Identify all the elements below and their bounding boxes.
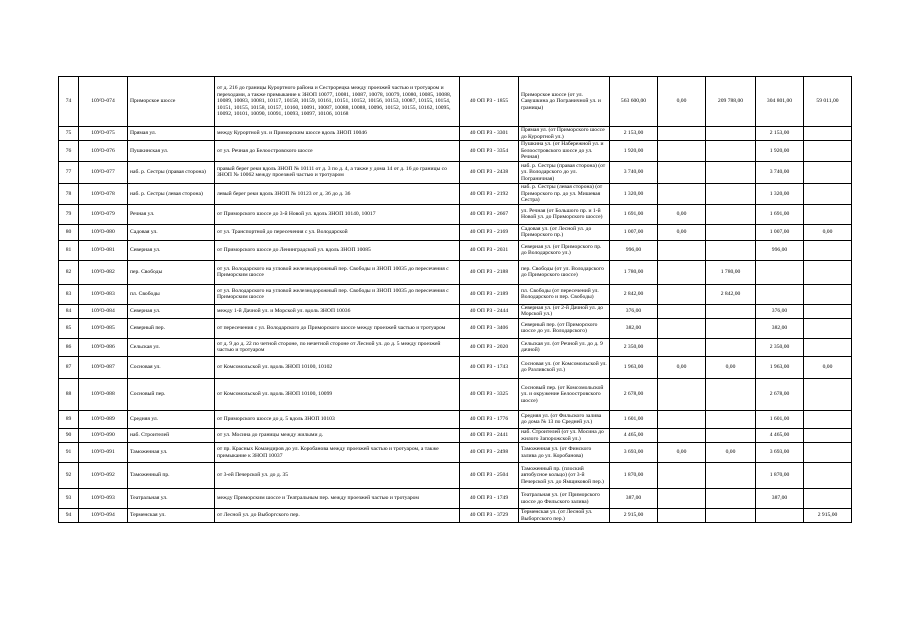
location-description: от 3-ей Печерской ул. до д. 35 (215, 463, 460, 489)
table-row (59, 463, 852, 489)
value-col-2 (706, 410, 756, 428)
route-description: Средняя ул. (от Фильского залива до дома № 13 по Средней ул.) (519, 410, 610, 428)
value-col-1 (658, 304, 706, 318)
object-code: 10УО-083 (79, 284, 128, 304)
value-col-3 (756, 284, 804, 304)
value-col-3: 1 920,00 (756, 141, 804, 162)
road-id: 40 ОП РЗ - 2020 (460, 338, 519, 356)
location-description: между 1-й Дачной ул. и Морской ул. вдоль ЗНОП 10036 (215, 304, 460, 318)
value-col-4 (804, 127, 852, 141)
route-description: Сельская ул. (от Речной ул. до д. 9 дачной) (519, 338, 610, 356)
total-area: 2 842,00 (610, 284, 658, 304)
road-id: 40 ОП РЗ - 2031 (460, 240, 519, 260)
total-area: 1 780,00 (610, 260, 658, 284)
route-description: Прямая ул. (от Приморского шоссе до Курортной ул.) (519, 127, 610, 141)
location-description: от Комсомольской ул. вдоль ЗНОП 10100, 10102 (215, 356, 460, 378)
object-code: 10УО-092 (79, 463, 128, 489)
table-row (59, 356, 852, 378)
street-name: Таможенная ул. (128, 443, 215, 463)
road-id: 40 ОП РЗ - 2667 (460, 204, 519, 224)
value-col-3: 382,00 (756, 318, 804, 338)
street-name: пер. Свободы (128, 260, 215, 284)
location-description: между Курортной ул. и Приморским шоссе вдоль ЗНОП 10046 (215, 127, 460, 141)
value-col-4 (804, 428, 852, 442)
value-col-4 (804, 284, 852, 304)
total-area: 1 691,00 (610, 204, 658, 224)
object-code: 10УО-080 (79, 224, 128, 240)
row-number: 75 (59, 127, 79, 141)
value-col-1 (658, 378, 706, 410)
street-name: Средняя ул. (128, 410, 215, 428)
value-col-3: 4 465,00 (756, 428, 804, 442)
row-number: 92 (59, 463, 79, 489)
value-col-3: 1 963,00 (756, 356, 804, 378)
row-number: 87 (59, 356, 79, 378)
road-id: 40 ОП РЗ - 1855 (460, 77, 519, 127)
value-col-1: 0,00 (658, 77, 706, 127)
table-row (59, 224, 852, 240)
location-description: от ул. Транспортной до пересечения с ул. Володарской (215, 224, 460, 240)
route-description: Театральная ул. (от Приморского шоссе до Фильского залива) (519, 489, 610, 509)
location-description: от пересечения с ул. Володарского до Приморского шоссе между проезжей частью и тротуаром (215, 318, 460, 338)
document-sheet (58, 76, 851, 523)
table-row (59, 338, 852, 356)
value-col-2: 0,00 (706, 356, 756, 378)
object-code: 10УО-081 (79, 240, 128, 260)
row-number: 81 (59, 240, 79, 260)
value-col-2 (706, 240, 756, 260)
object-code: 10УО-074 (79, 77, 128, 127)
value-col-2 (706, 489, 756, 509)
table-row (59, 378, 852, 410)
road-id: 40 ОП РЗ - 2189 (460, 284, 519, 304)
street-name: Северный пер. (128, 318, 215, 338)
road-id: 40 ОП РЗ - 2438 (460, 161, 519, 183)
value-col-1 (658, 183, 706, 204)
total-area: 996,00 (610, 240, 658, 260)
row-number: 91 (59, 443, 79, 463)
row-number: 82 (59, 260, 79, 284)
object-code: 10УО-093 (79, 489, 128, 509)
location-description: левый берег реки вдоль ЗНОП № 10123 от д. 36 до д. 36 (215, 183, 460, 204)
value-col-4: 0,00 (804, 224, 852, 240)
value-col-1 (658, 509, 706, 523)
road-id: 40 ОП РЗ - 3325 (460, 378, 519, 410)
value-col-3: 1 691,00 (756, 204, 804, 224)
route-description: наб. р. Сестры (левая сторона) (от Приморского пр. до ул. Мишевая Сестра) (519, 183, 610, 204)
value-col-2 (706, 224, 756, 240)
table-row (59, 304, 852, 318)
value-col-4 (804, 304, 852, 318)
route-description: наб. р. Сестры (правая сторона) (от ул. Володарского до ул. Пограничная) (519, 161, 610, 183)
value-col-2 (706, 338, 756, 356)
value-col-2 (706, 428, 756, 442)
table-row (59, 240, 852, 260)
route-description: ул. Речная (от Большого пр. и 1-й Новой ул. до Приморского шоссе) (519, 204, 610, 224)
table-row (59, 443, 852, 463)
value-col-3: 2 153,00 (756, 127, 804, 141)
total-area: 1 601,00 (610, 410, 658, 428)
total-area: 4 465,00 (610, 428, 658, 442)
street-name: Сосновая ул. (128, 356, 215, 378)
location-description: от Лесной ул. до Выборгского пер. (215, 509, 460, 523)
route-description: пл. Свободы (от пересечений ул. Володарского и пер. Свободы) (519, 284, 610, 304)
value-col-2 (706, 141, 756, 162)
row-number: 93 (59, 489, 79, 509)
location-description: от Комсомольской ул. вдоль ЗНОП 10100, 10099 (215, 378, 460, 410)
row-number: 88 (59, 378, 79, 410)
total-area: 1 920,00 (610, 141, 658, 162)
route-description: Северная ул. (от Приморского пр. до Володарского ул.) (519, 240, 610, 260)
total-area: 2 678,00 (610, 378, 658, 410)
total-area: 2 350,00 (610, 338, 658, 356)
street-name: Садовая ул. (128, 224, 215, 240)
value-col-2: 1 780,00 (706, 260, 756, 284)
value-col-1 (658, 463, 706, 489)
value-col-2: 2 842,00 (706, 284, 756, 304)
value-col-4 (804, 183, 852, 204)
street-name: Терменская ул. (128, 509, 215, 523)
location-description: от ул. Речная до Белоостровского шоссе (215, 141, 460, 162)
value-col-1 (658, 260, 706, 284)
object-code: 10УО-077 (79, 161, 128, 183)
road-id: 40 ОП РЗ - 3354 (460, 141, 519, 162)
value-col-4: 2 915,00 (804, 509, 852, 523)
location-description: правый берег реки вдоль ЗНОП № 10111 от д. 3 по д. 4, а также у дома 14 от д. 16 до границы со ЗНОП № 10062 между проезжей частью и тротуаром (215, 161, 460, 183)
row-number: 94 (59, 509, 79, 523)
road-id: 40 ОП РЗ - 2441 (460, 428, 519, 442)
value-col-4 (804, 338, 852, 356)
value-col-3: 2 350,00 (756, 338, 804, 356)
route-description: Сосновая ул. (от Комсомольской ул. до Разливской ул.) (519, 356, 610, 378)
route-description: пер. Свободы (от ул. Володарского до Приморского шоссе) (519, 260, 610, 284)
object-code: 10УО-088 (79, 378, 128, 410)
road-data-table (58, 76, 852, 523)
value-col-3: 3 740,00 (756, 161, 804, 183)
road-id: 40 ОП РЗ - 2188 (460, 260, 519, 284)
value-col-3 (756, 260, 804, 284)
value-col-1: 0,00 (658, 204, 706, 224)
row-number: 79 (59, 204, 79, 224)
total-area: 382,00 (610, 318, 658, 338)
value-col-3: 1 320,00 (756, 183, 804, 204)
street-name: наб. Строителей (128, 428, 215, 442)
object-code: 10УО-086 (79, 338, 128, 356)
value-col-3: 376,00 (756, 304, 804, 318)
road-id: 40 ОП РЗ - 3301 (460, 127, 519, 141)
value-col-1 (658, 489, 706, 509)
road-id: 40 ОП РЗ - 3729 (460, 509, 519, 523)
value-col-1 (658, 240, 706, 260)
total-area: 2 915,00 (610, 509, 658, 523)
value-col-1 (658, 428, 706, 442)
object-code: 10УО-075 (79, 127, 128, 141)
row-number: 80 (59, 224, 79, 240)
value-col-3: 996,00 (756, 240, 804, 260)
value-col-3: 387,00 (756, 489, 804, 509)
street-name: Речная ул. (128, 204, 215, 224)
row-number: 83 (59, 284, 79, 304)
value-col-4 (804, 318, 852, 338)
table-body (59, 77, 852, 523)
object-code: 10УО-079 (79, 204, 128, 224)
value-col-2 (706, 183, 756, 204)
table-row (59, 127, 852, 141)
value-col-2 (706, 161, 756, 183)
route-description: Таможенная ул. (от Финского залива до ул. Коробанова) (519, 443, 610, 463)
value-col-3: 1 007,00 (756, 224, 804, 240)
location-description: между Приморским шоссе и Театральным пер. между проезжей частью и тротуаром (215, 489, 460, 509)
street-name: Театральная ул. (128, 489, 215, 509)
value-col-1: 0,00 (658, 443, 706, 463)
street-name: Северная ул. (128, 304, 215, 318)
route-description: Пушкина ул. (от Набережной ул. и Белоостровского шоссе до ул. Речная) (519, 141, 610, 162)
road-id: 40 ОП РЗ - 1776 (460, 410, 519, 428)
row-number: 86 (59, 338, 79, 356)
value-col-3: 304 801,00 (756, 77, 804, 127)
street-name: пл. Свободы (128, 284, 215, 304)
street-name: Сельская ул. (128, 338, 215, 356)
value-col-4: 0,00 (804, 356, 852, 378)
total-area: 1 963,00 (610, 356, 658, 378)
object-code: 10УО-094 (79, 509, 128, 523)
route-description: Приморское шоссе (от ул. Савушкина до Пограничной ул. и границы) (519, 77, 610, 127)
value-col-4 (804, 463, 852, 489)
value-col-4 (804, 141, 852, 162)
value-col-3: 1 870,00 (756, 463, 804, 489)
table-row (59, 509, 852, 523)
row-number: 85 (59, 318, 79, 338)
route-description: Садовая ул. (от Лесной ул. до Приморского пр.) (519, 224, 610, 240)
value-col-1 (658, 127, 706, 141)
road-id: 40 ОП РЗ - 2192 (460, 183, 519, 204)
street-name: Таможенный пр. (128, 463, 215, 489)
table-row (59, 284, 852, 304)
value-col-2 (706, 127, 756, 141)
route-description: Терменская ул. (от Лесной ул. Выборгского пер.) (519, 509, 610, 523)
table-row (59, 141, 852, 162)
total-area: 1 007,00 (610, 224, 658, 240)
location-description: от ул. Мосина до границы между жилыми д. (215, 428, 460, 442)
route-description: Северная ул. (от 2-й Дачной ул. до Морской ул.) (519, 304, 610, 318)
total-area: 1 870,00 (610, 463, 658, 489)
object-code: 10УО-078 (79, 183, 128, 204)
location-description: от ул. Володарского на угловой железнодорожный пер. Свободы и ЗНОП 10035 до пересечения с Приморским шоссе (215, 260, 460, 284)
object-code: 10УО-085 (79, 318, 128, 338)
value-col-3 (756, 509, 804, 523)
route-description: Сосновый пер. (от Комсомольской ул. и окружение Белоостровского шоссе) (519, 378, 610, 410)
road-id: 40 ОП РЗ - 1743 (460, 356, 519, 378)
value-col-4: 59 011,00 (804, 77, 852, 127)
value-col-1 (658, 410, 706, 428)
value-col-4 (804, 260, 852, 284)
location-description: от ул. Володарского на угловой железнодорожный пер. Свободы и ЗНОП 10035 до пересечения с Приморским шоссе (215, 284, 460, 304)
road-id: 40 ОП РЗ - 2444 (460, 304, 519, 318)
total-area: 3 740,00 (610, 161, 658, 183)
road-id: 40 ОП РЗ - 2498 (460, 443, 519, 463)
table-row (59, 204, 852, 224)
value-col-4 (804, 161, 852, 183)
value-col-1 (658, 161, 706, 183)
value-col-3: 2 678,00 (756, 378, 804, 410)
row-number: 76 (59, 141, 79, 162)
route-description: наб. Строителей (от ул. Мосина до жилого Запорожской ул.) (519, 428, 610, 442)
total-area: 387,00 (610, 489, 658, 509)
table-row (59, 428, 852, 442)
row-number: 78 (59, 183, 79, 204)
total-area: 3 693,00 (610, 443, 658, 463)
value-col-1 (658, 338, 706, 356)
row-number: 77 (59, 161, 79, 183)
road-id: 40 ОП РЗ - 2169 (460, 224, 519, 240)
value-col-2: 0,00 (706, 443, 756, 463)
value-col-2 (706, 318, 756, 338)
value-col-4 (804, 410, 852, 428)
object-code: 10УО-076 (79, 141, 128, 162)
street-name: Пушкинская ул. (128, 141, 215, 162)
object-code: 10УО-091 (79, 443, 128, 463)
value-col-2 (706, 378, 756, 410)
table-row (59, 183, 852, 204)
object-code: 10УО-089 (79, 410, 128, 428)
value-col-2: 209 788,00 (706, 77, 756, 127)
location-description: от пр. Красных Командиров до ул. Коробанова между проезжей частью и тротуаром, а также примыкание к ЗНОП 10037 (215, 443, 460, 463)
location-description: от Приморского шоссе до Ленинградской ул. вдоль ЗНОП 10085 (215, 240, 460, 260)
road-id: 40 ОП РЗ - 2504 (460, 463, 519, 489)
table-row (59, 410, 852, 428)
value-col-2 (706, 204, 756, 224)
table-row (59, 77, 852, 127)
value-col-1: 0,00 (658, 356, 706, 378)
table-row (59, 161, 852, 183)
street-name: наб. р. Сестры (правая сторона) (128, 161, 215, 183)
street-name: Прямая ул. (128, 127, 215, 141)
object-code: 10УО-084 (79, 304, 128, 318)
total-area: 1 320,00 (610, 183, 658, 204)
value-col-1 (658, 318, 706, 338)
route-description: Северный пер. (от Приморского шоссе до ул. Володарского) (519, 318, 610, 338)
row-number: 89 (59, 410, 79, 428)
road-id: 40 ОП РЗ - 3406 (460, 318, 519, 338)
value-col-1: 0,00 (658, 224, 706, 240)
object-code: 10УО-087 (79, 356, 128, 378)
value-col-2 (706, 509, 756, 523)
row-number: 90 (59, 428, 79, 442)
location-description: от Приморского шоссе до 3-й Новой ул. вдоль ЗНОП 10140, 10017 (215, 204, 460, 224)
value-col-4 (804, 378, 852, 410)
table-row (59, 318, 852, 338)
value-col-4 (804, 489, 852, 509)
value-col-3: 3 693,00 (756, 443, 804, 463)
route-description: Таможенный пр. (плоский автобусное кольцо) (от 3-й Печерской ул. до Ямщиковой пер.) (519, 463, 610, 489)
location-description: от Приморского шоссе до д. 5 вдоль ЗНОП 10103 (215, 410, 460, 428)
row-number: 84 (59, 304, 79, 318)
value-col-1 (658, 284, 706, 304)
value-col-4 (804, 204, 852, 224)
value-col-4 (804, 443, 852, 463)
value-col-4 (804, 240, 852, 260)
object-code: 10УО-082 (79, 260, 128, 284)
location-description: от д. 216 до границы Курортного района и Сестрорецка между проезжей частью и тротуаром и переходами, а также примыкание к ЗНОП 10077, 10081, 10087, 10078, 10079, 10080, 10085, 10088, 10089, 10083, 10081, 10117, 10158, 10159, 10161, 10151, 10152, 10156, 10153, 10087, 10155, 10154, 10151, 10155, 10158, 10157, 10160, 10091, 10087, 10088, 10088, 10096, 10152, 10155, 10162, 10095, 10092, 10101, 10090, 10091, 10093, 10097, 10106, 10168 (215, 77, 460, 127)
total-area: 376,00 (610, 304, 658, 318)
location-description: от д. 9 до д. 22 по четной стороне, по нечетной стороне от Лесной ул. до д. 5 между проезжей частью и тротуаром (215, 338, 460, 356)
total-area: 563 600,00 (610, 77, 658, 127)
road-id: 40 ОП РЗ - 1749 (460, 489, 519, 509)
street-name: Северная ул. (128, 240, 215, 260)
object-code: 10УО-090 (79, 428, 128, 442)
table-row (59, 489, 852, 509)
row-number: 74 (59, 77, 79, 127)
value-col-1 (658, 141, 706, 162)
street-name: наб. р. Сестры (левая сторона) (128, 183, 215, 204)
total-area: 2 153,00 (610, 127, 658, 141)
table-row (59, 260, 852, 284)
street-name: Приморское шоссе (128, 77, 215, 127)
value-col-2 (706, 463, 756, 489)
value-col-3: 1 601,00 (756, 410, 804, 428)
value-col-2 (706, 304, 756, 318)
street-name: Сосновый пер. (128, 378, 215, 410)
